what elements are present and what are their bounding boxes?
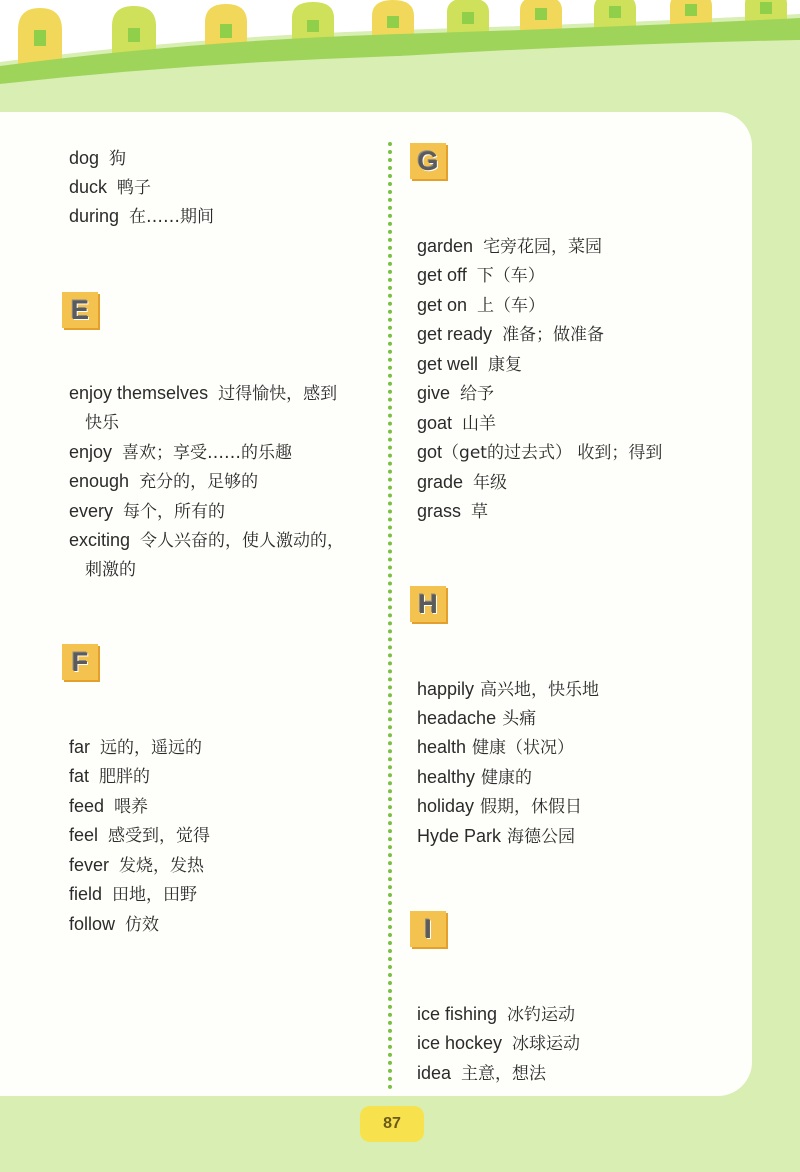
- word-entry: [417, 766, 532, 789]
- entry-english: get on: [417, 295, 468, 315]
- word-entry: [69, 529, 344, 581]
- entry-english: get off: [417, 265, 467, 285]
- entry-chinese: 康复: [488, 355, 523, 375]
- entry-chinese: 健康（状况）: [472, 738, 575, 758]
- entry-chinese: 主意，想法: [461, 1064, 547, 1084]
- entry-english: grass: [417, 501, 462, 521]
- word-entry: [69, 500, 225, 523]
- word-entry: [69, 913, 159, 936]
- word-entry: [417, 825, 575, 848]
- entry-english: enjoy themselves: [69, 383, 209, 403]
- word-entry: [69, 441, 292, 464]
- entry-chinese: 充分的，足够的: [139, 472, 259, 492]
- entry-chinese: 每个，所有的: [123, 502, 226, 522]
- entry-chinese: 远的，遥远的: [100, 738, 203, 758]
- entry-chinese: 冰球运动: [512, 1034, 581, 1054]
- section-letter-g: G: [410, 143, 446, 179]
- section-letter-f: F: [62, 644, 98, 680]
- entry-english: exciting: [69, 530, 131, 550]
- entry-chinese: 在……期间: [129, 207, 215, 227]
- entry-chinese: 高兴地，快乐地: [480, 680, 600, 700]
- word-entry: [417, 441, 662, 464]
- word-entry: [417, 412, 496, 435]
- entry-english: Hyde Park: [417, 826, 502, 846]
- entry-english: duck: [69, 177, 108, 197]
- entry-chinese: 头痛: [502, 709, 537, 729]
- entry-english: feel: [69, 825, 99, 845]
- entry-english: follow: [69, 914, 116, 934]
- word-entry: [417, 323, 604, 346]
- entry-english: holiday: [417, 796, 475, 816]
- entry-chinese: 海德公园: [507, 827, 576, 847]
- word-entry: [69, 765, 150, 788]
- word-entry: [69, 736, 202, 759]
- entry-english: idea: [417, 1063, 452, 1083]
- word-entry: [69, 795, 148, 818]
- section-letter-h: H: [410, 586, 446, 622]
- tree-icon: [18, 8, 62, 66]
- entry-english: ice hockey: [417, 1033, 503, 1053]
- entry-chinese: 上（车）: [477, 296, 546, 316]
- entry-english: grade: [417, 472, 464, 492]
- entry-english: fever: [69, 855, 110, 875]
- entry-english: get ready: [417, 324, 493, 344]
- word-entry: [417, 1032, 580, 1055]
- entry-english: enough: [69, 471, 130, 491]
- entry-chinese: 田地，田野: [112, 885, 198, 905]
- entry-english: ice fishing: [417, 1004, 498, 1024]
- entry-chinese: 山羊: [462, 414, 497, 434]
- entry-chinese: 发烧，发热: [119, 856, 205, 876]
- entry-chinese-continued: 快乐: [85, 413, 119, 433]
- entry-english: feed: [69, 796, 105, 816]
- entry-chinese: 健康的: [481, 768, 533, 788]
- entry-english: goat: [417, 413, 453, 433]
- page-number: 87: [360, 1106, 424, 1142]
- entry-english: healthy: [417, 767, 476, 787]
- entry-chinese: 宅旁花园，菜园: [483, 237, 603, 257]
- word-entry: [417, 235, 602, 258]
- entry-chinese: （get的过去式） 收到；得到: [442, 443, 663, 463]
- word-entry: [417, 264, 545, 287]
- word-entry: [417, 353, 522, 376]
- word-entry: [69, 205, 214, 228]
- entry-english: got: [417, 442, 443, 462]
- entry-chinese: 年级: [473, 473, 508, 493]
- entry-chinese: 喜欢；享受……的乐趣: [122, 443, 293, 463]
- entry-chinese: 狗: [109, 149, 127, 169]
- word-entry: [417, 707, 536, 730]
- entry-chinese: 肥胖的: [99, 767, 151, 787]
- word-entry: [417, 678, 599, 701]
- decorative-header: [0, 0, 800, 120]
- entry-chinese: 过得愉快，感到: [218, 384, 338, 404]
- column-divider: [388, 142, 392, 1090]
- entry-english: during: [69, 206, 120, 226]
- word-entry: [417, 471, 507, 494]
- entry-english: fat: [69, 766, 90, 786]
- word-entry: [69, 382, 337, 434]
- entry-chinese: 假期，休假日: [480, 797, 583, 817]
- entry-chinese-continued: 刺激的: [85, 560, 136, 580]
- section-letter-i: I: [410, 911, 446, 947]
- word-entry: [69, 824, 210, 847]
- word-entry: [417, 500, 488, 523]
- entry-chinese: 喂养: [114, 797, 149, 817]
- entry-chinese: 草: [471, 502, 489, 522]
- word-entry: [69, 176, 151, 199]
- entry-english: far: [69, 737, 91, 757]
- entry-chinese: 给予: [460, 384, 495, 404]
- section-letter-e: E: [62, 292, 98, 328]
- entry-chinese: 鸭子: [117, 178, 152, 198]
- entry-english: dog: [69, 148, 100, 168]
- word-entry: [417, 1003, 575, 1026]
- entry-chinese: 下（车）: [476, 266, 545, 286]
- content-card: [0, 112, 752, 1096]
- entry-english: happily: [417, 679, 475, 699]
- entry-chinese: 感受到，觉得: [108, 826, 211, 846]
- entry-chinese: 准备；做准备: [502, 325, 605, 345]
- entry-english: health: [417, 737, 467, 757]
- entry-english: enjoy: [69, 442, 113, 462]
- entry-english: garden: [417, 236, 474, 256]
- entry-chinese: 冰钓运动: [507, 1005, 576, 1025]
- entry-english: headache: [417, 708, 497, 728]
- word-entry: [69, 883, 197, 906]
- entry-chinese: 仿效: [125, 915, 160, 935]
- word-entry: [417, 294, 545, 317]
- entry-english: field: [69, 884, 103, 904]
- entry-chinese: 令人兴奋的，使人激动的，: [140, 531, 345, 551]
- word-entry: [69, 147, 126, 170]
- word-entry: [417, 736, 574, 759]
- word-entry: [417, 795, 582, 818]
- entry-english: get well: [417, 354, 479, 374]
- entry-english: give: [417, 383, 451, 403]
- word-entry: [417, 382, 494, 405]
- word-entry: [69, 470, 258, 493]
- entry-english: every: [69, 501, 114, 521]
- word-entry: [417, 1062, 546, 1085]
- word-entry: [69, 854, 204, 877]
